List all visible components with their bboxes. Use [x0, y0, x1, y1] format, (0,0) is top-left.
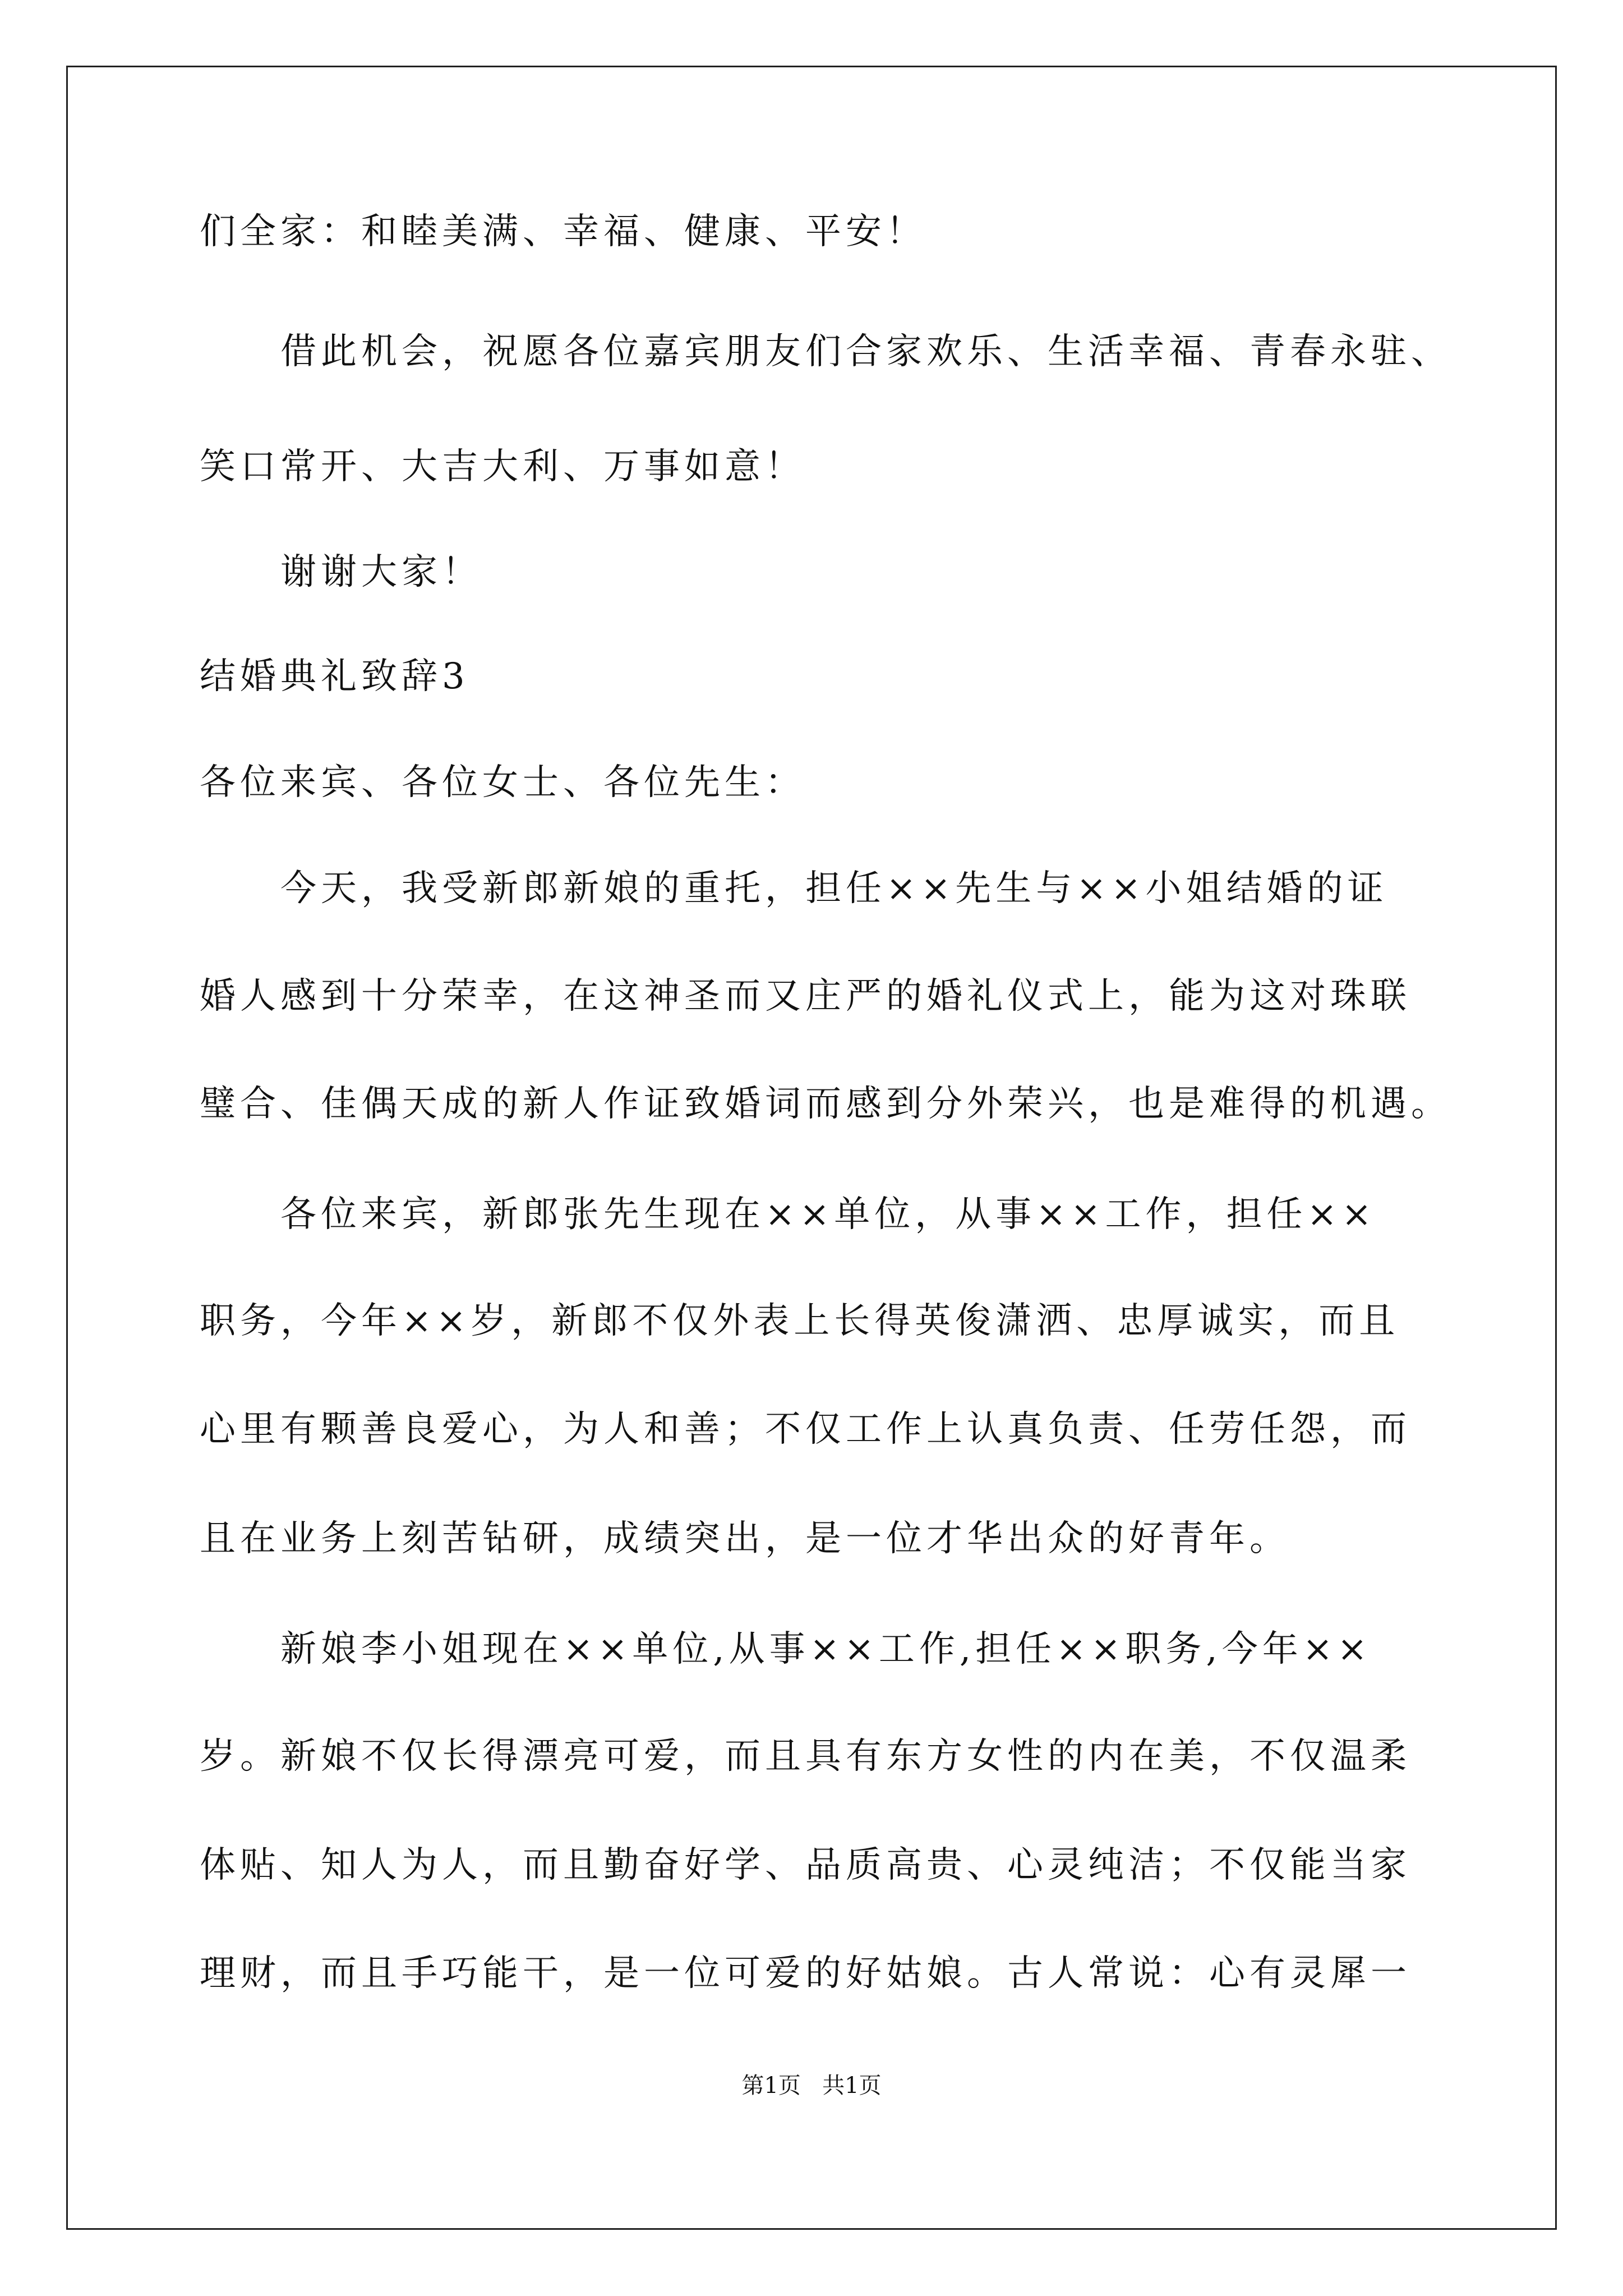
- text-line: 岁。新娘不仅长得漂亮可爱，而且具有东方女性的内在美，不仅温柔: [200, 1736, 1411, 1777]
- text-line: 职务，今年××岁，新郎不仅外表上长得英俊潇洒、忠厚诚实，而且: [200, 1300, 1400, 1342]
- page-total: 共1页: [822, 2073, 882, 2099]
- page-footer: [0, 2072, 1623, 2100]
- text-line: 新娘李小姐现在××单位,从事××工作,担任××职务,今年××: [280, 1628, 1372, 1670]
- salutation: 各位来宾、各位女士、各位先生：: [200, 762, 805, 803]
- text-line: 今天，我受新郎新娘的重托，担任××先生与××小姐结婚的证: [280, 868, 1388, 909]
- page-number: 第1页: [741, 2073, 801, 2099]
- text-line: 心里有颗善良爱心，为人和善；不仅工作上认真负责、任劳任怨，而: [200, 1409, 1411, 1450]
- page-border: [66, 66, 1557, 2230]
- text-line: 婚人感到十分荣幸，在这神圣而又庄严的婚礼仪式上，能为这对珠联: [200, 976, 1411, 1017]
- text-line: 各位来宾，新郎张先生现在××单位，从事××工作，担任××: [280, 1194, 1376, 1235]
- text-line: 且在业务上刻苦钻研，成绩突出，是一位才华出众的好青年。: [200, 1518, 1290, 1559]
- text-line: 笑口常开、大吉大利、万事如意！: [200, 446, 805, 487]
- text-line: 理财，而且手巧能干，是一位可爱的好姑娘。古人常说：心有灵犀一: [200, 1953, 1411, 1994]
- section-heading: 结婚典礼致辞3: [200, 656, 469, 697]
- text-line: 璧合、佳偶天成的新人作证致婚词而感到分外荣兴，也是难得的机遇。: [200, 1083, 1451, 1125]
- text-line: 体贴、知人为人，而且勤奋好学、品质高贵、心灵纯洁；不仅能当家: [200, 1844, 1411, 1886]
- text-line: 谢谢大家！: [280, 551, 482, 593]
- text-line: 们全家：和睦美满、幸福、健康、平安！: [200, 211, 926, 252]
- text-line: 借此机会，祝愿各位嘉宾朋友们合家欢乐、生活幸福、青春永驻、: [280, 331, 1451, 372]
